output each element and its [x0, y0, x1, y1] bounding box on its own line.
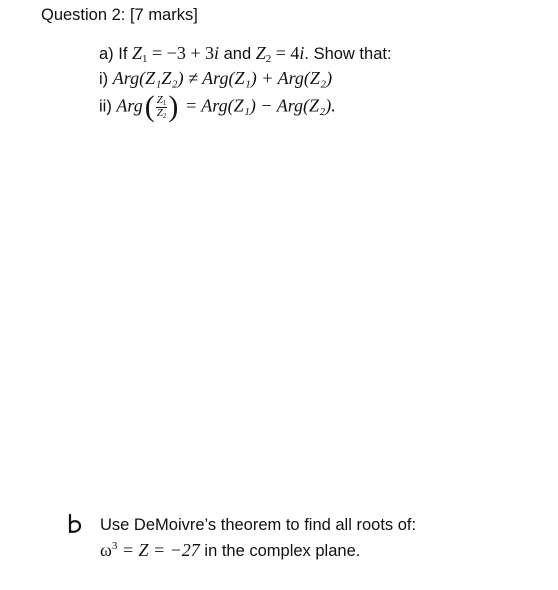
part-a-item-i — [99, 68, 332, 89]
part-b-equation — [100, 540, 360, 561]
part-b-instruction: Use DeMoivre’s theorem to find all roots of: — [100, 516, 417, 534]
omega-symbol: $\omega^3$ — [100, 540, 118, 560]
item-ii-label: ii) — [99, 97, 117, 116]
z1-imag-unit: i — [214, 43, 220, 63]
item-ii-fraction: ( $\frac{Z_1}{Z_2}$ ) — [144, 90, 179, 123]
item-ii-arg: Arg — [116, 95, 143, 116]
part-a-item-ii — [99, 92, 336, 122]
part-a-label: a) If — [99, 45, 133, 63]
part-a-statement — [99, 43, 392, 64]
fraction-numerator: $Z_1$ — [156, 93, 167, 107]
item-ii-rhs: = Arg(Z₁) − Arg(Z₂). — [184, 95, 336, 116]
equation-suffix: in the complex plane. — [199, 542, 361, 560]
equation-value: = Z = −27 — [117, 540, 200, 560]
z1-symbol: $Z_1$ — [132, 43, 148, 65]
z2-imag-unit: i — [299, 43, 305, 63]
z2-symbol: $Z_2$ — [255, 43, 272, 65]
z1-value: = −3 + 3 — [147, 43, 214, 63]
fraction-denominator: $Z_2$ — [156, 106, 167, 120]
z2-value: = 4 — [271, 43, 300, 63]
item-i-label: i) — [99, 70, 113, 88]
item-i-expression: Arg(Z₁Z₂) ≠ Arg(Z₁) + Arg(Z₂) — [112, 68, 333, 88]
show-that-text: . Show that: — [304, 45, 392, 63]
and-text: and — [219, 45, 256, 63]
part-b-handwritten-label — [66, 513, 84, 535]
question-heading: Question 2: [7 marks] — [41, 6, 198, 24]
